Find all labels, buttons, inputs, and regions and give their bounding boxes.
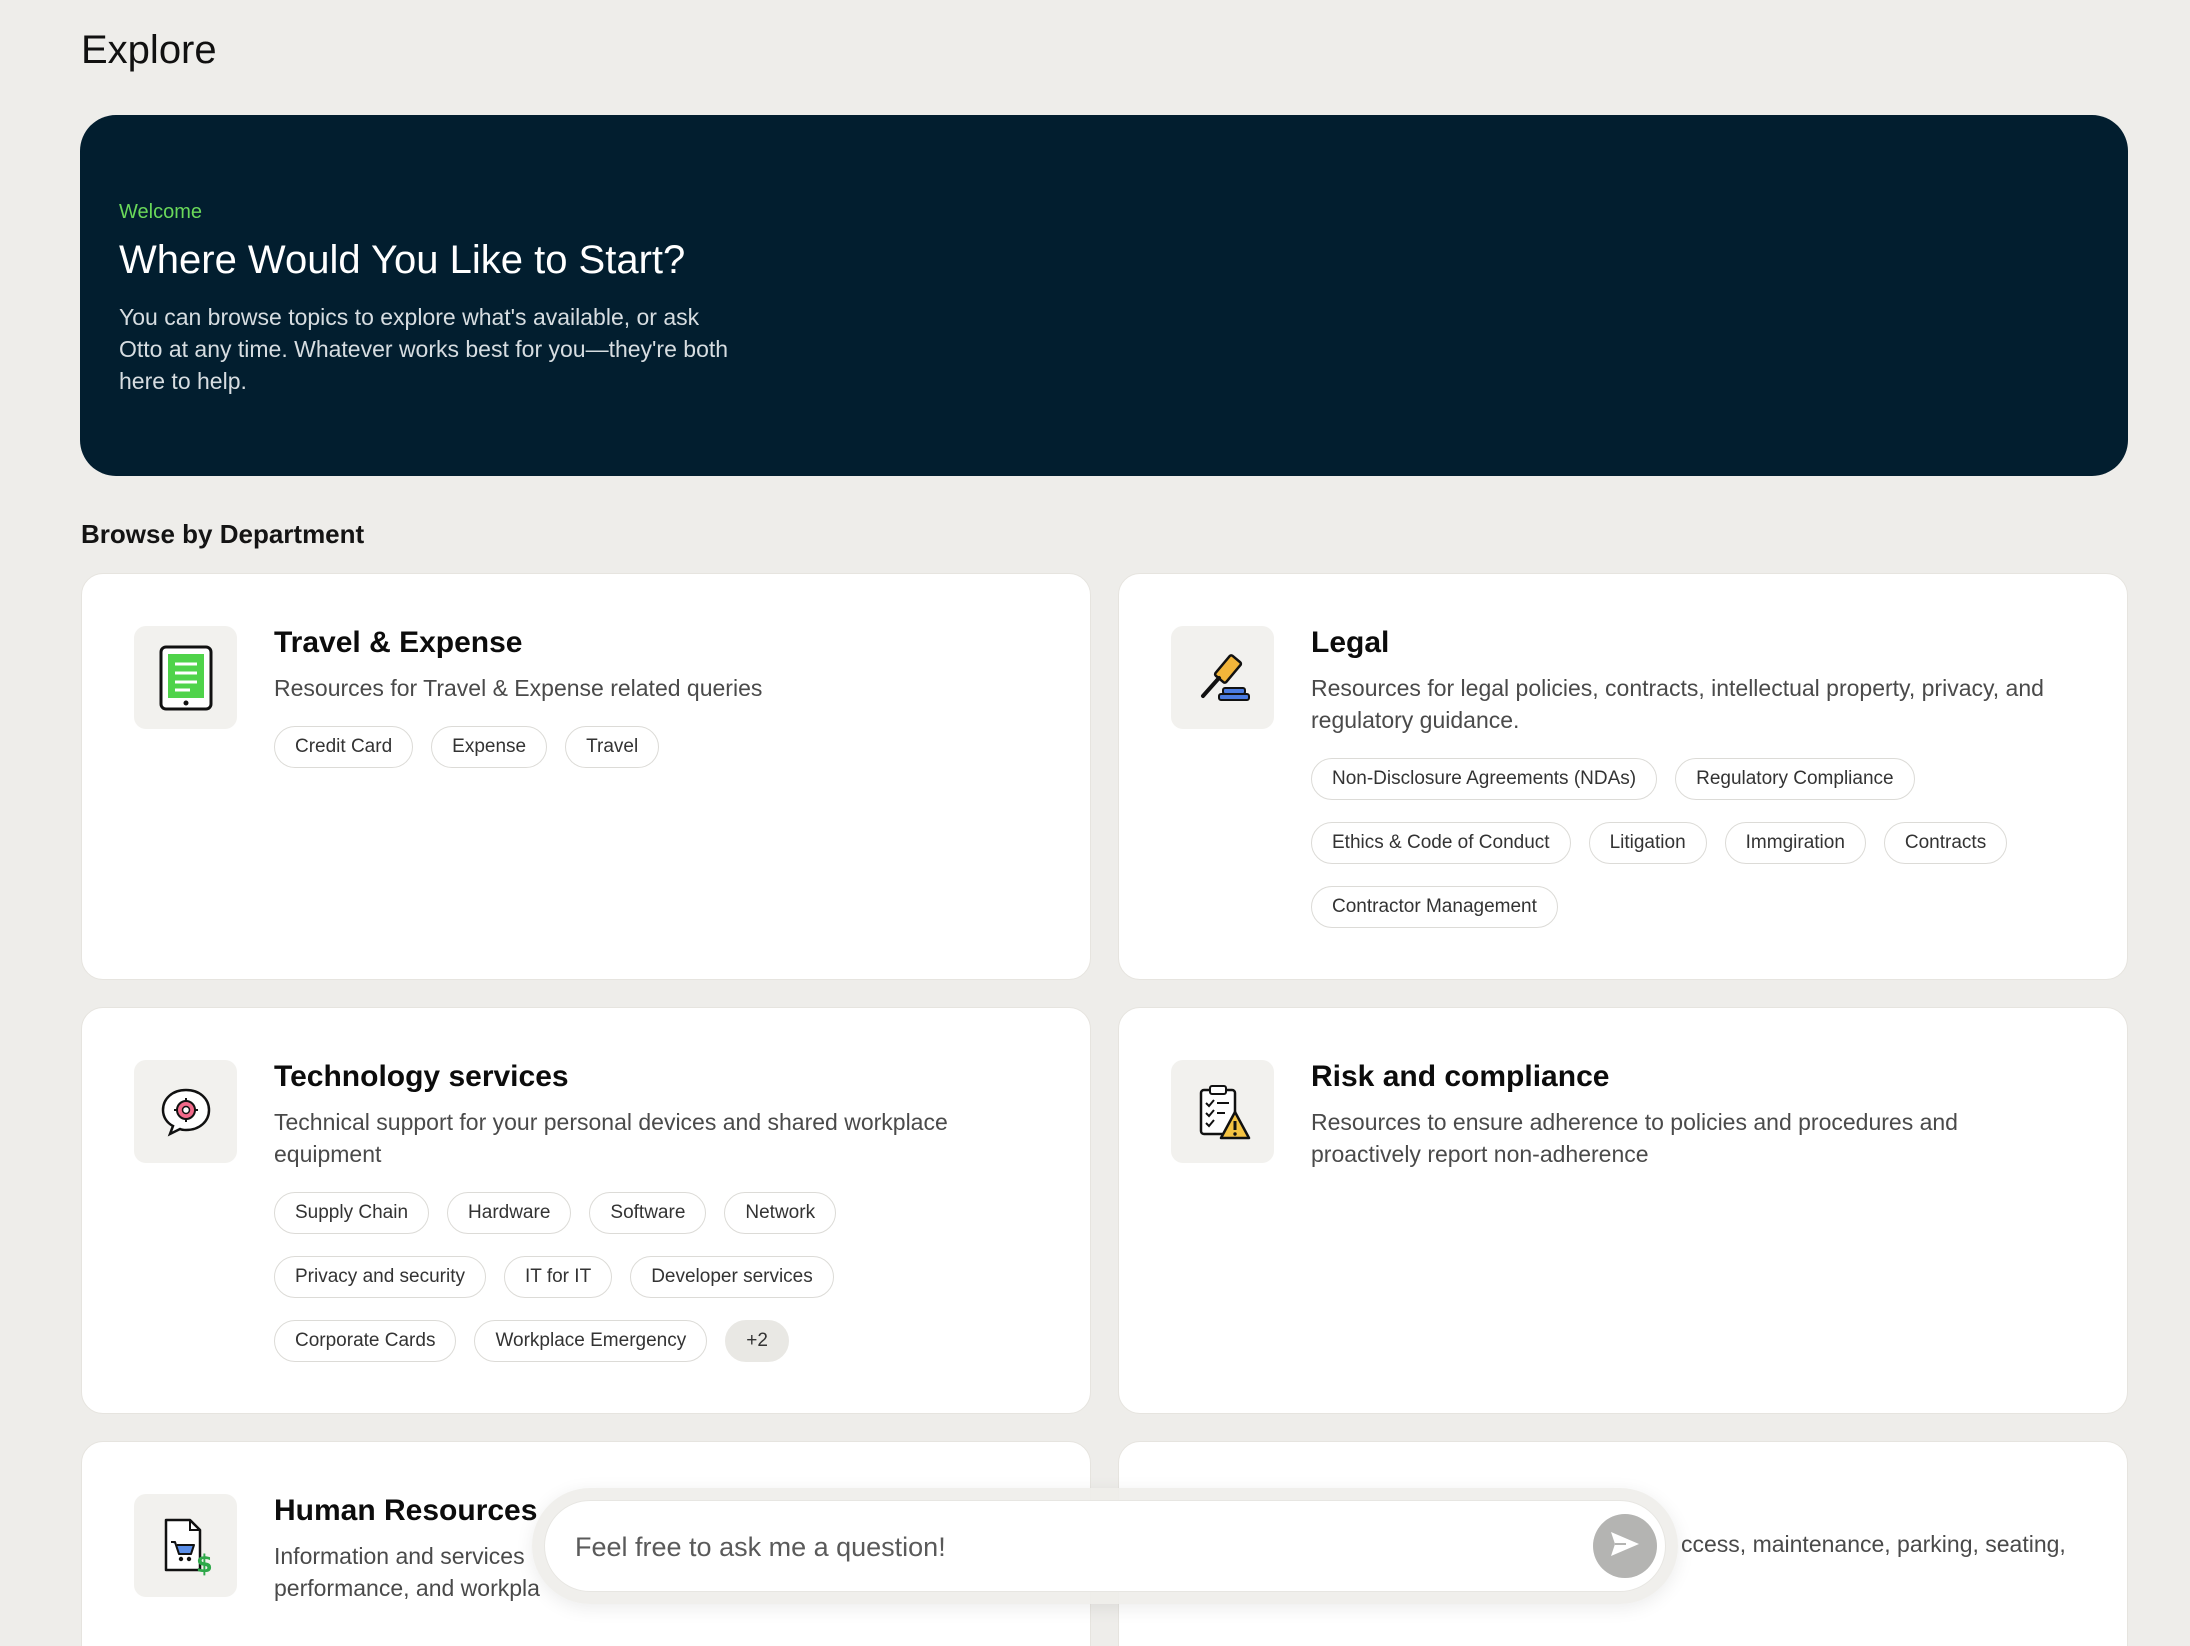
tag-chip[interactable]: Network (724, 1192, 836, 1234)
department-card-legal[interactable] (1118, 573, 2128, 980)
tag-chip[interactable]: Regulatory Compliance (1675, 758, 1915, 800)
card-title: Risk and compliance (1311, 1060, 1610, 1093)
tag-chip[interactable]: Workplace Emergency (474, 1320, 707, 1362)
more-tags-button[interactable]: +2 (725, 1320, 789, 1362)
document-cart-dollar-icon (134, 1494, 237, 1597)
card-description: Resources to ensure adherence to policies and procedures and proactively report non-adherence (1311, 1109, 1958, 1167)
clipboard-warning-icon (1171, 1060, 1274, 1163)
page-title: Explore (81, 28, 217, 72)
tag-chip[interactable]: Expense (431, 726, 547, 768)
department-card-travel-expense[interactable] (81, 573, 1091, 980)
hero-title: Where Would You Like to Start? (119, 238, 686, 282)
hero-eyebrow: Welcome (119, 201, 202, 223)
card-description: ccess, maintenance, parking, seating, (1681, 1531, 2066, 1557)
card-description-line: Information and services (274, 1543, 525, 1569)
tag-chip[interactable]: Contractor Management (1311, 886, 1558, 928)
tag-chip[interactable]: Credit Card (274, 726, 413, 768)
card-title: Human Resources (274, 1494, 538, 1527)
ask-otto-bar (532, 1488, 1678, 1604)
tag-chip[interactable]: Corporate Cards (274, 1320, 456, 1362)
send-button[interactable] (1593, 1514, 1657, 1578)
section-title: Browse by Department (81, 519, 365, 549)
tag-chip[interactable]: Developer services (630, 1256, 834, 1298)
tag-chip[interactable]: Supply Chain (274, 1192, 429, 1234)
tag-list (274, 726, 1030, 768)
card-title: Legal (1311, 626, 1390, 659)
card-description-line: performance, and workpla (274, 1575, 540, 1601)
tablet-receipt-icon (134, 626, 237, 729)
send-icon (1608, 1527, 1642, 1566)
chat-gear-icon (134, 1060, 237, 1163)
svg-text:$: $ (195, 1549, 213, 1576)
tag-list (1311, 758, 2067, 928)
tag-chip[interactable]: Contracts (1884, 822, 2007, 864)
department-card-technology-services[interactable] (81, 1007, 1091, 1414)
tag-chip[interactable]: Software (589, 1192, 706, 1234)
tag-chip[interactable]: Hardware (447, 1192, 571, 1234)
chat-input[interactable] (575, 1519, 1535, 1575)
card-description: Resources for legal policies, contracts, intellectual property, privacy, and regulatory guidance. (1311, 675, 2044, 733)
card-description: Technical support for your personal devices and shared workplace equipment (274, 1109, 948, 1167)
department-card-risk-compliance[interactable] (1118, 1007, 2128, 1414)
tag-chip[interactable]: Privacy and security (274, 1256, 486, 1298)
gavel-icon (1171, 626, 1274, 729)
tag-chip[interactable]: Ethics & Code of Conduct (1311, 822, 1571, 864)
chat-input-container (544, 1500, 1666, 1592)
welcome-banner (80, 115, 2128, 476)
tag-chip[interactable]: Immgiration (1725, 822, 1866, 864)
tag-chip[interactable]: IT for IT (504, 1256, 612, 1298)
tag-list (274, 1192, 1030, 1362)
tag-chip[interactable]: Non-Disclosure Agreements (NDAs) (1311, 758, 1657, 800)
card-title: Travel & Expense (274, 626, 523, 659)
tag-chip[interactable]: Travel (565, 726, 659, 768)
card-description: Resources for Travel & Expense related queries (274, 675, 763, 701)
card-title: Technology services (274, 1060, 569, 1093)
tag-chip[interactable]: Litigation (1589, 822, 1707, 864)
hero-description: You can browse topics to explore what's available, or ask Otto at any time. Whatever works best for you—they're both here to help. (119, 304, 729, 394)
